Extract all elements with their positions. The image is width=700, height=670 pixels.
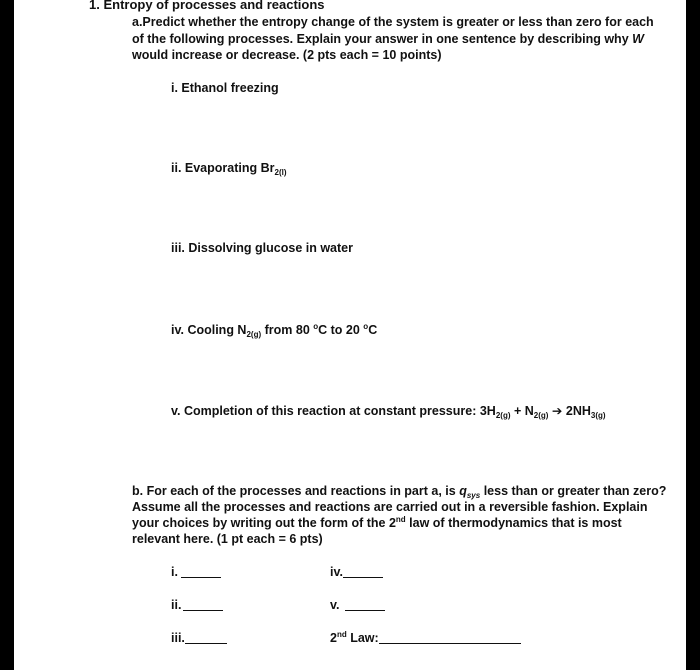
part-a-prompt-line-1: a.Predict whether the entropy change of the system is greater or less than zero for each <box>132 15 654 29</box>
question-heading: 1. Entropy of processes and reactions <box>89 0 325 12</box>
worksheet-page <box>14 0 686 670</box>
part-b-line-2: Assume all the processes and reactions are carried out in a reversible fashion. Explain <box>132 500 648 514</box>
item-iv-nitrogen: iv. Cooling $N_{2(g)}$ from 80 $^o$C to 20 $^o$C <box>171 322 378 339</box>
second-law-blank[interactable] <box>379 631 521 644</box>
part-b-line-1: b. For each of the processes and reactions in part a, is $q_{sys}$ less than or greater than zero? <box>132 484 667 500</box>
answer-iii-blank[interactable] <box>185 631 227 644</box>
item-v-reaction: v. Completion of this reaction at constant pressure: $3H_{2(g)} + N_{2(g)}$ ➔ $2NH_{3(g)}$ <box>171 404 606 420</box>
answer-v-blank[interactable] <box>345 598 385 611</box>
part-b-line-4: relevant here. (1 pt each = 6 pts) <box>132 532 323 546</box>
part-a-prompt-line-2: of the following processes. Explain your answer in one sentence by describing why W <box>132 32 644 46</box>
answer-second-law[interactable]: 2nd Law: <box>330 630 521 646</box>
part-a-prompt-line-3: would increase or decrease. (2 pts each = 10 points) <box>132 48 442 62</box>
answer-ii[interactable]: ii. <box>171 597 223 613</box>
answer-i[interactable]: i. <box>171 564 221 580</box>
answer-iv[interactable]: iv. <box>330 564 383 580</box>
answer-i-blank[interactable] <box>181 565 221 578</box>
w-variable: W <box>632 32 644 46</box>
answer-ii-blank[interactable] <box>183 598 223 611</box>
part-b-line-3: your choices by writing out the form of the 2nd law of thermodynamics that is most <box>132 515 622 530</box>
item-ii-bromine: ii. Evaporating $Br_{2(l)}$ <box>171 161 287 177</box>
item-i-ethanol: i. Ethanol freezing <box>171 81 279 95</box>
answer-v[interactable]: v. <box>330 597 385 613</box>
answer-iv-blank[interactable] <box>343 565 383 578</box>
item-iii-glucose: iii. Dissolving glucose in water <box>171 241 353 255</box>
answer-iii[interactable]: iii. <box>171 630 227 646</box>
